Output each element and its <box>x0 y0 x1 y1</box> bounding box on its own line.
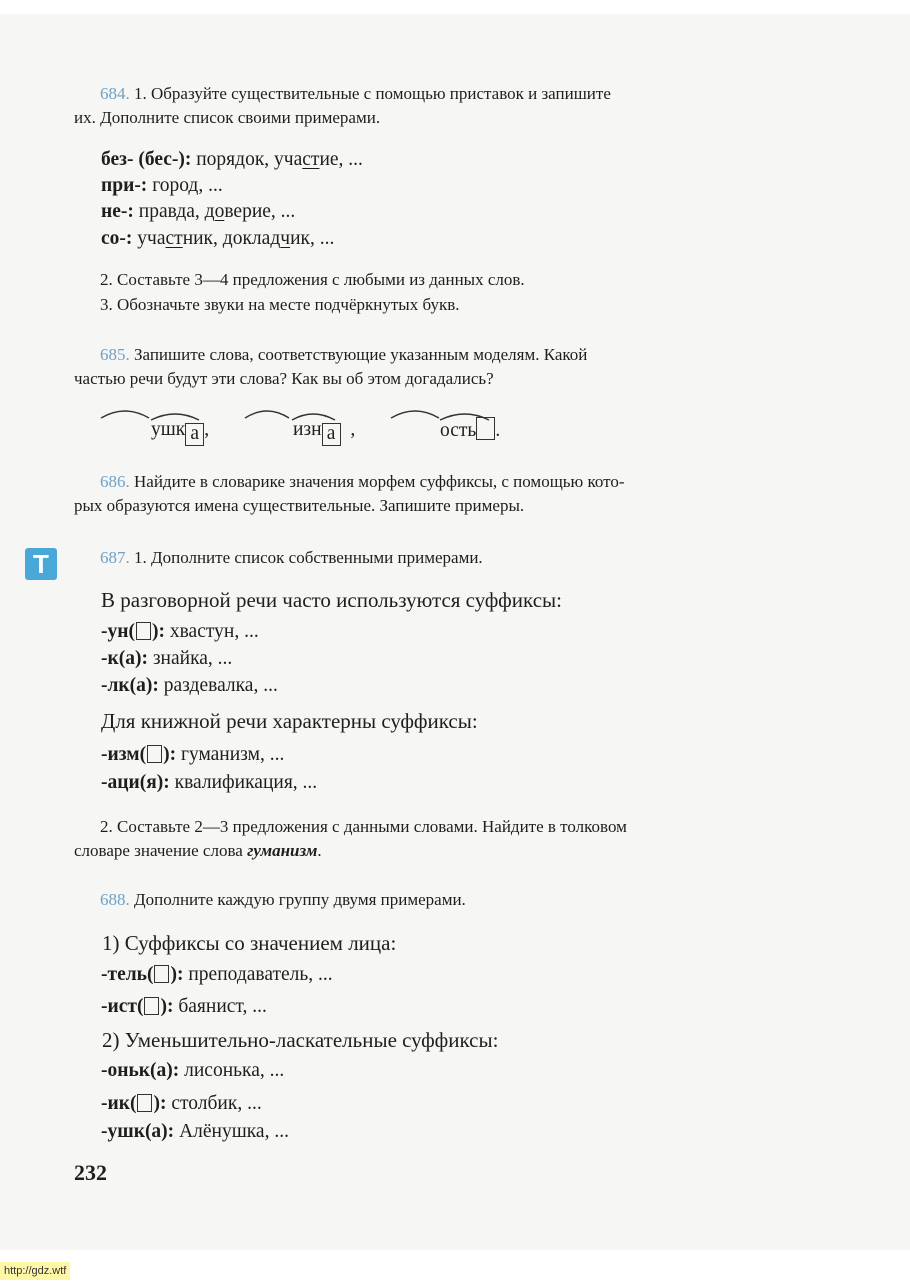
suffix-part: -ист( <box>101 996 144 1017</box>
suffix: -лк(а): <box>101 675 159 696</box>
model-3 <box>440 417 500 444</box>
example: хвастун, ... <box>169 621 259 642</box>
ex684-text1: 1. Образуйте существительные с помощью приставок и запишите <box>134 84 611 103</box>
ending-box <box>144 997 159 1015</box>
model-2-ending: а <box>322 423 341 446</box>
suffix-part: -тель( <box>101 964 154 985</box>
example: лисонька, ... <box>184 1060 285 1081</box>
ex688-text1: Дополните каждую группу двумя примерами. <box>134 890 466 909</box>
example: знайка, ... <box>152 648 233 669</box>
model-1 <box>151 417 209 446</box>
example: столбик, ... <box>171 1093 262 1114</box>
text: словаре значение слова <box>74 841 243 860</box>
model-2 <box>293 417 355 446</box>
word-part: , ... <box>198 175 223 196</box>
word-part: уча <box>137 228 166 249</box>
ex687-suffix-row <box>101 646 232 672</box>
ex687-heading-2: Для книжной речи характерны суффиксы: <box>101 709 478 733</box>
ex686-text1: Найдите в словарике значения морфем суффиксы, с помощью кото- <box>134 472 625 491</box>
ex688-group-2: 2) Уменьшительно-ласкательные суффиксы: <box>102 1028 499 1052</box>
ex688-suffix-row <box>101 1091 262 1117</box>
suffix: -оньк(а): <box>101 1060 180 1081</box>
prefix: при-: <box>101 175 148 196</box>
ex684-line2: их. Дополните список своими примерами. <box>74 108 381 127</box>
ex684-task2: 2. Составьте 3—4 предложения с любыми из данных слов. <box>100 270 525 289</box>
ending-box <box>154 965 169 983</box>
footer-url-link[interactable]: http://gdz.wtf <box>0 1262 70 1280</box>
comma: , <box>350 419 356 440</box>
ex688-suffix-row <box>101 962 333 988</box>
ex684-number: 684. <box>100 84 130 103</box>
word-part: правда, д <box>138 201 215 222</box>
ex686-line2: рых образуются имена существительные. Запишите примеры. <box>74 496 525 515</box>
model-3-suffix: ость <box>440 420 477 441</box>
word-part: ик, ... <box>290 228 335 249</box>
suffix-part: ): <box>151 621 165 642</box>
ex688-group-1: 1) Суффиксы со значением лица: <box>102 931 397 955</box>
ex684-row-3 <box>101 199 295 225</box>
ex685-number: 685. <box>100 345 130 364</box>
page-number: 232 <box>74 1160 107 1185</box>
underlined-letters: ст <box>302 149 320 170</box>
suffix <box>101 621 165 642</box>
ex687-suffix-row <box>101 619 259 645</box>
ex685-text1: Запишите слова, соответствующие указанным моделям. Какой <box>134 345 588 364</box>
dot: . <box>495 420 501 441</box>
ex687-task2-line1: 2. Составьте 2—3 предложения с данными словами. Найдите в толковом <box>100 817 627 836</box>
underlined-letters: ч <box>280 228 291 249</box>
prefix: без- (бес-): <box>101 149 192 170</box>
underlined-letters: д <box>188 175 199 196</box>
ex688-suffix-row <box>101 1119 289 1145</box>
ex684-row-4 <box>101 226 334 252</box>
ex688-suffix-row <box>101 1058 284 1084</box>
ex687-heading-1: В разговорной речи часто используются суффиксы: <box>101 588 562 612</box>
model-1-suffix: ушк <box>151 419 186 440</box>
tutorial-badge-icon: Т <box>25 548 57 580</box>
suffix-part: ): <box>170 964 184 985</box>
model-3-ending-empty <box>476 417 495 440</box>
example: квалификация, ... <box>174 772 318 793</box>
morpheme-models <box>95 417 545 447</box>
suffix-part: -изм( <box>101 744 147 765</box>
suffix: -к(а): <box>101 648 148 669</box>
suffix: -ушк(а): <box>101 1121 175 1142</box>
highlighted-word: гуманизм <box>247 841 318 860</box>
example: раздевалка, ... <box>163 675 278 696</box>
suffix <box>101 1093 166 1114</box>
ending-box <box>137 1094 152 1112</box>
word-part: порядок, уча <box>196 149 303 170</box>
ex687-text1: 1. Дополните список собственными примерами. <box>134 548 483 567</box>
suffix <box>101 996 173 1017</box>
ex684-row-1 <box>101 147 363 173</box>
example: гуманизм, ... <box>180 744 285 765</box>
ex687-suffix-row <box>101 742 284 768</box>
example: преподаватель, ... <box>188 964 333 985</box>
suffix-part: ): <box>160 996 174 1017</box>
ex686-line1 <box>100 470 625 494</box>
suffix: -аци(я): <box>101 772 170 793</box>
ex684-line1 <box>100 82 611 106</box>
model-1-ending: а <box>185 423 204 446</box>
word-part: ник, доклад <box>182 228 281 249</box>
ex684-task3: 3. Обозначьте звуки на месте подчёркнутых букв. <box>100 295 460 314</box>
word-part: ие, ... <box>319 149 363 170</box>
ex688-line1 <box>100 888 466 912</box>
underlined-letters: ст <box>165 228 183 249</box>
ex687-suffix-row <box>101 673 278 699</box>
model-2-suffix: изн <box>293 419 322 440</box>
ending-box <box>147 745 162 763</box>
suffix <box>101 744 176 765</box>
suffix-part: ): <box>163 744 177 765</box>
example: Алёнушка, ... <box>179 1121 289 1142</box>
ex686-number: 686. <box>100 472 130 491</box>
ex688-number: 688. <box>100 890 130 909</box>
ex687-number: 687. <box>100 548 130 567</box>
prefix: со-: <box>101 228 133 249</box>
suffix-part: -ун( <box>101 621 135 642</box>
ex687-line1 <box>100 546 483 570</box>
ex687-suffix-row <box>101 770 317 796</box>
ex687-task2-line2 <box>74 839 322 863</box>
ex685-line2: частью речи будут эти слова? Как вы об этом догадались? <box>74 369 494 388</box>
suffix <box>101 964 183 985</box>
ex688-suffix-row <box>101 994 267 1020</box>
comma: , <box>204 419 210 440</box>
underlined-letters: о <box>214 201 225 222</box>
ex685-line1 <box>100 343 587 367</box>
suffix-part: -ик( <box>101 1093 137 1114</box>
prefix: не-: <box>101 201 134 222</box>
word-part: верие, ... <box>224 201 296 222</box>
text: . <box>317 841 322 860</box>
ex684-row-2 <box>101 173 223 199</box>
example: баянист, ... <box>178 996 267 1017</box>
word-part: горо <box>152 175 189 196</box>
suffix-part: ): <box>153 1093 167 1114</box>
ending-box <box>136 622 151 640</box>
